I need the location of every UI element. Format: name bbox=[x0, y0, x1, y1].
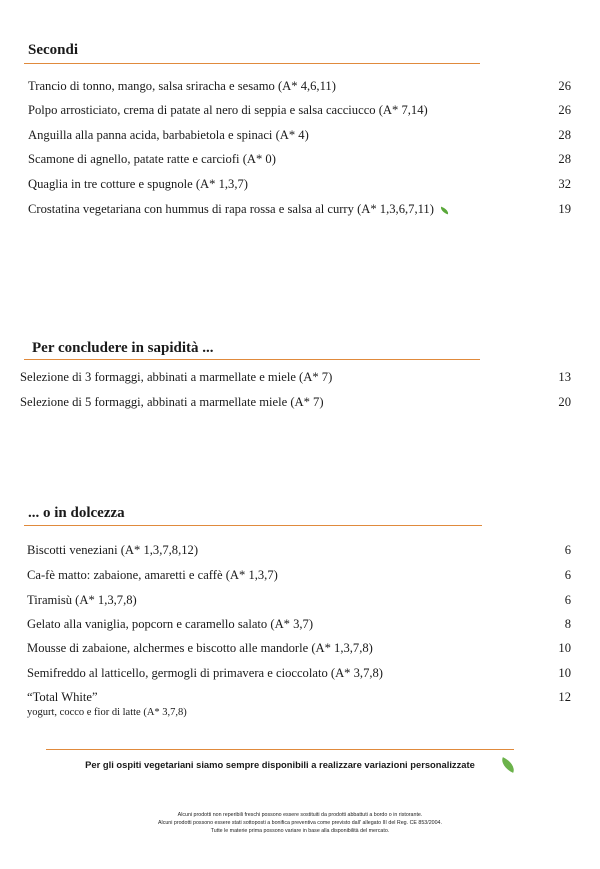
menu-item bbox=[0, 177, 600, 195]
menu-item bbox=[0, 641, 600, 659]
menu-item bbox=[0, 666, 600, 684]
item-name: Gelato alla vaniglia, popcorn e caramello salato (A* 3,7) bbox=[27, 617, 314, 631]
menu-item bbox=[0, 543, 600, 561]
item-price: 32 bbox=[558, 177, 571, 191]
menu-item bbox=[0, 370, 600, 388]
item-price: 19 bbox=[558, 202, 571, 216]
item-name: Polpo arrosticiato, crema di patate al nero di seppia e salsa cacciucco (A* 7,14) bbox=[28, 103, 428, 117]
item-name: Semifreddo al latticello, germogli di primavera e cioccolato (A* 3,7,8) bbox=[27, 666, 384, 680]
item-name: Biscotti veneziani (A* 1,3,7,8,12) bbox=[27, 543, 199, 557]
item-price: 10 bbox=[558, 666, 571, 680]
section-title-sapidita: Per concludere in sapidità ... bbox=[32, 340, 214, 356]
item-price: 26 bbox=[558, 79, 571, 93]
item-name: Scamone di agnello, patate ratte e carciofi (A* 0) bbox=[28, 152, 276, 166]
item-name: Quaglia in tre cotture e spugnole (A* 1,3,7) bbox=[28, 177, 248, 191]
item-name: Mousse di zabaione, alchermes e biscotto alle mandorle (A* 1,3,7,8) bbox=[27, 641, 373, 655]
item-price: 13 bbox=[558, 370, 571, 384]
item-name: “Total White” bbox=[27, 690, 98, 704]
section-title-secondi: Secondi bbox=[28, 42, 79, 58]
menu-item bbox=[0, 690, 600, 708]
item-name: Tiramisù (A* 1,3,7,8) bbox=[27, 593, 137, 607]
footer-line: Tutte le materie prima possono variare in base alla disponibilità del mercato. bbox=[210, 828, 390, 834]
footer-line: Alcuni prodotti non reperibili freschi possono essere sostituiti da prodotti abbattuti a bordo o in ristorante. bbox=[177, 812, 423, 818]
item-name-wrapper bbox=[28, 202, 449, 217]
item-price: 12 bbox=[558, 690, 571, 704]
section-divider bbox=[24, 359, 480, 360]
item-price: 10 bbox=[558, 641, 571, 655]
leaf-icon bbox=[439, 206, 449, 214]
menu-item bbox=[0, 202, 600, 220]
item-name: Selezione di 5 formaggi, abbinati a marmellate miele (A* 7) bbox=[20, 395, 324, 409]
item-price: 6 bbox=[564, 593, 571, 607]
item-name: Trancio di tonno, mango, salsa sriracha e sesamo (A* 4,6,11) bbox=[28, 79, 336, 93]
item-name: Selezione di 3 formaggi, abbinati a marmellate e miele (A* 7) bbox=[20, 370, 333, 384]
item-price: 26 bbox=[558, 103, 571, 117]
item-description: yogurt, cocco e fior di latte (A* 3,7,8) bbox=[27, 707, 187, 718]
menu-item bbox=[0, 593, 600, 611]
item-price: 28 bbox=[558, 128, 571, 142]
section-divider bbox=[24, 525, 482, 526]
menu-item bbox=[0, 128, 600, 146]
menu-item bbox=[0, 79, 600, 97]
item-name: Anguilla alla panna acida, barbabietola e spinaci (A* 4) bbox=[28, 128, 309, 142]
menu-item bbox=[0, 395, 600, 413]
item-price: 6 bbox=[564, 568, 571, 582]
menu-item bbox=[0, 617, 600, 635]
menu-item bbox=[0, 152, 600, 170]
item-price: 6 bbox=[564, 543, 571, 557]
menu-item bbox=[0, 568, 600, 586]
footer-note bbox=[0, 811, 600, 835]
item-price: 28 bbox=[558, 152, 571, 166]
section-title-dolcezza: ... o in dolcezza bbox=[28, 505, 125, 521]
item-name: Crostatina vegetariana con hummus di rapa rossa e salsa al curry (A* 1,3,6,7,11) bbox=[28, 202, 434, 216]
section-divider bbox=[24, 63, 480, 64]
item-price: 20 bbox=[558, 395, 571, 409]
item-price: 8 bbox=[564, 617, 571, 631]
banner-divider bbox=[46, 749, 514, 750]
vegetarian-banner: Per gli ospiti vegetariani siamo sempre disponibili a realizzare variazioni personalizzate bbox=[85, 759, 475, 770]
menu-item bbox=[0, 103, 600, 121]
item-name: Ca-fè matto: zabaione, amaretti e caffè (A* 1,3,7) bbox=[27, 568, 278, 582]
footer-line: Alcuni prodotti possono essere stati sottoposti a bonifica preventiva come previsto dall' allegato III del Reg. CE 853/2004. bbox=[158, 820, 442, 826]
